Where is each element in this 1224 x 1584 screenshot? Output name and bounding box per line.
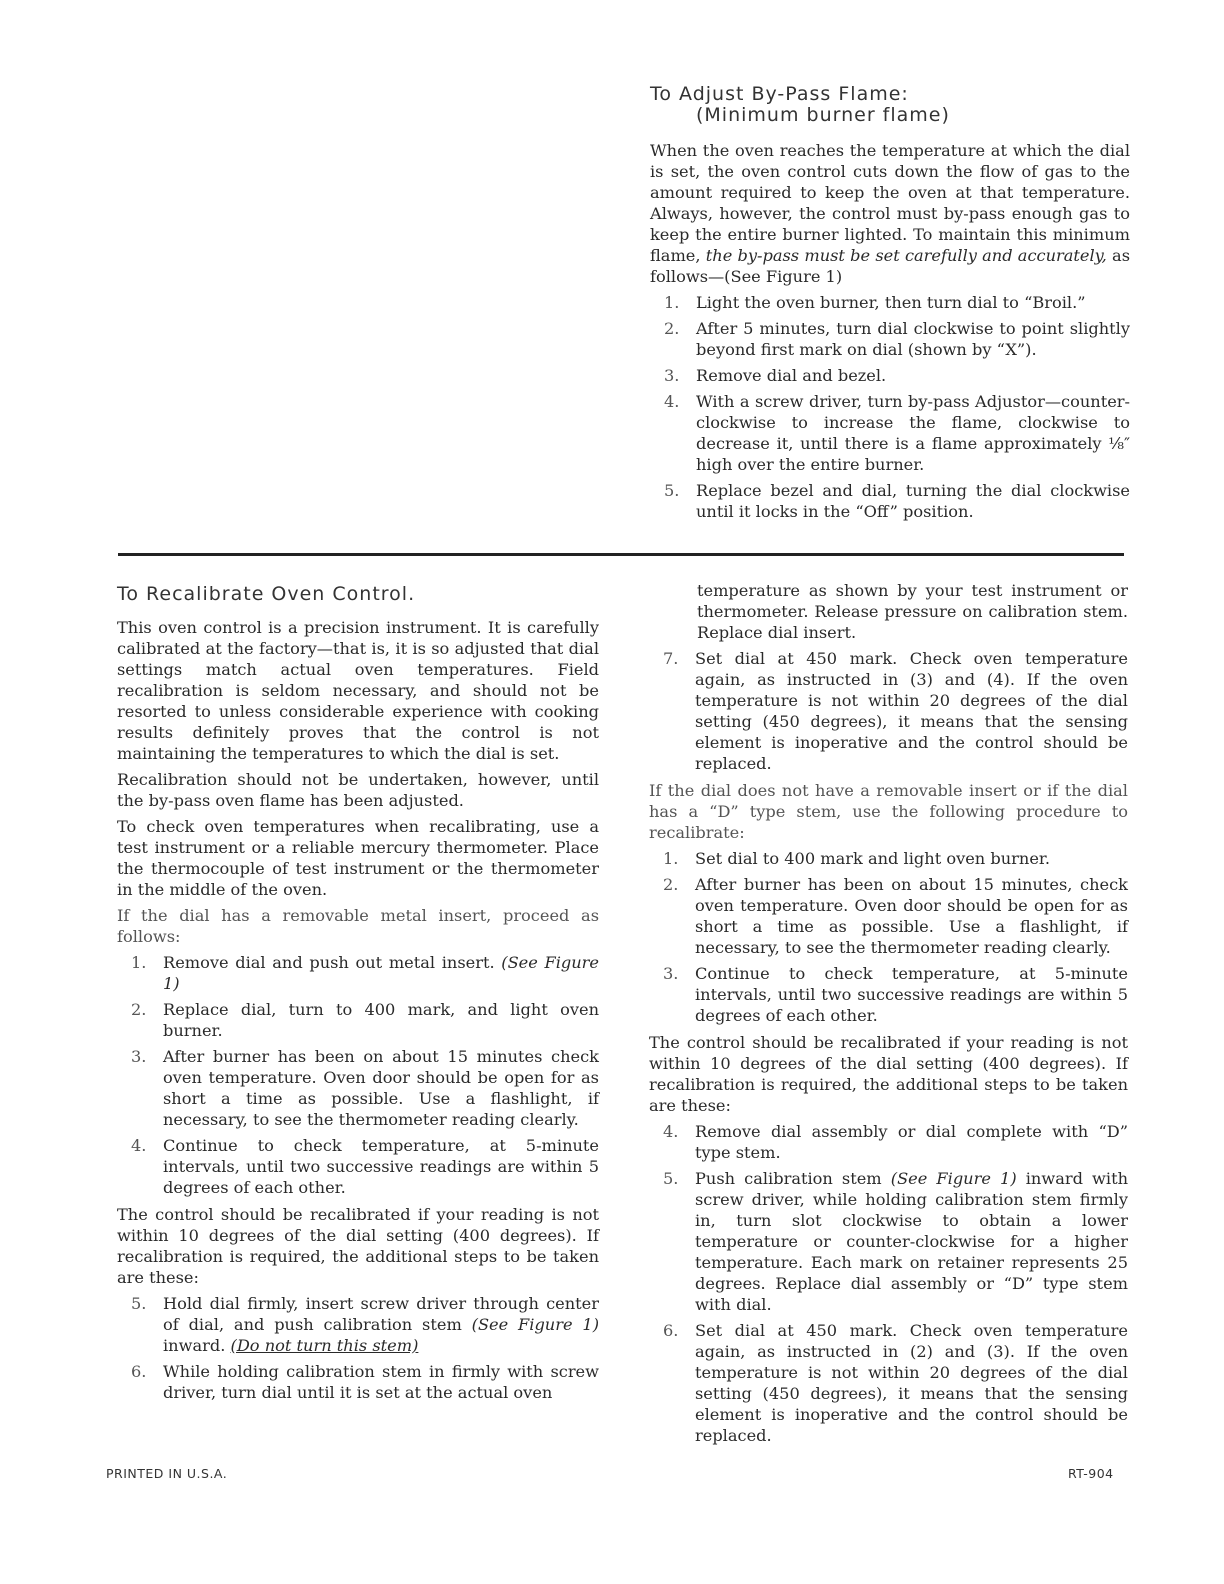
list-item: 2. After burner has been on about 15 minutes, check oven temperature. Oven door should be open for as short a time as possible. Use a flashlight, if necessary, to see the thermometer reading clearly. [663,875,1128,957]
list-item: 3. After burner has been on about 15 minutes check oven temperature. Oven door should be open for as short a time as possible. Use a flashlight, if necessary, to see the thermometer reading clearly. [131,1047,599,1129]
metal-insert-steps-2 [117,1293,599,1403]
bypass-subheading: (Minimum burner flame) [696,104,950,126]
list-item: 5. Replace bezel and dial, turning the dial clockwise until it locks in the “Off” position. [664,481,1130,521]
d-stem-conclusion: The control should be recalibrated if your reading is not within 10 degrees of the dial setting (400 degrees). If recalibration is required, the additional steps to be taken are these: [649,1033,1128,1115]
list-item: 5. Hold dial firmly, insert screw driver through center of dial, and push calibration stem (See Figure 1) inward. (Do not turn this stem) [131,1294,600,1355]
list-item: 6. Set dial at 450 mark. Check oven temperature again, as instructed in (2) and (3). If the oven temperature is not within 20 degrees of the dial setting (450 degrees), it means that the sensing element is inoperative and the control should be replaced. [663,1321,1128,1445]
list-item: 7. Set dial at 450 mark. Check oven temperature again, as instructed in (3) and (4). If the oven temperature is not within 20 degrees of the dial setting (450 degrees), it means that the sensing element is inoperative and the control should be replaced. [663,649,1128,773]
section-divider [118,553,1124,556]
metal-insert-step-7 [649,648,1128,774]
list-item: 4. With a screw driver, turn by-pass Adjustor—counter-clockwise to increase the flame, clockwise to decrease it, until there is a flame approximately ⅛″ high over the entire burner. [664,392,1130,474]
list-item: 2. Replace dial, turn to 400 mark, and light oven burner. [131,1000,599,1040]
bypass-intro: When the oven reaches the temperature at which the dial is set, the oven control cuts down the flow of gas to the amount required to keep the oven at that temperature. Always, however, the control must by-pass enough gas to keep the entire burner lighted. To maintain this minimum flame, the by-pass must be set carefully and accurately, as follows—(See Figure 1) [650,141,1131,286]
bypass-section [650,84,1130,528]
list-item: 1. Set dial to 400 mark and light oven burner. [663,849,1051,868]
list-item: 1. Light the oven burner, then turn dial to “Broil.” [664,293,1086,312]
recal-para-1: This oven control is a precision instrument. It is carefully calibrated at the factory—that is, it is so adjusted that dial settings match actual oven temperatures. Field recalibration is seldom necessary, and should not be resorted to unless considerable experience with cooking results definitely proves that the control is not maintaining the temperatures to which the dial is set. [117,618,599,763]
d-stem-steps [649,848,1128,1026]
d-stem-intro: If the dial does not have a removable insert or if the dial has a “D” type stem, use the following procedure to recalibrate: [649,781,1128,842]
list-item: 3. Continue to check temperature, at 5-minute intervals, until two successive readings are within 5 degrees of each other. [663,964,1128,1025]
d-stem-steps-2 [649,1121,1128,1446]
list-item: 4. Continue to check temperature, at 5-minute intervals, until two successive readings are within 5 degrees of each other. [131,1136,599,1197]
list-item: 6. While holding calibration stem in firmly with screw driver, turn dial until it is set at the actual oven [131,1362,599,1402]
list-item: 2. After 5 minutes, turn dial clockwise to point slightly beyond first mark on dial (shown by “X”). [664,319,1130,359]
list-item: 1. Remove dial and push out metal insert. (See Figure 1) [131,953,599,993]
metal-insert-intro: If the dial has a removable metal insert, proceed as follows: [117,906,599,946]
recalibrate-right-column [649,580,1128,1452]
recalibrate-left-column [117,584,599,1409]
metal-conclusion: The control should be recalibrated if your reading is not within 10 degrees of the dial setting (400 degrees). If recalibration is required, the additional steps to be taken are these: [117,1205,599,1287]
bypass-steps [650,292,1130,522]
footer-code: RT-904 [1068,1466,1114,1481]
list-item: 4. Remove dial assembly or dial complete with “D” type stem. [663,1122,1128,1162]
recal-para-3: To check oven temperatures when recalibrating, use a test instrument or a reliable mercury thermometer. Place the thermocouple of test instrument or the thermometer in the middle of the oven. [117,817,599,899]
footer-printed: PRINTED IN U.S.A. [106,1466,228,1481]
recal-para-2: Recalibration should not be undertaken, however, until the by-pass oven flame has been adjusted. [117,770,599,810]
step6-continuation: temperature as shown by your test instrument or thermometer. Release pressure on calibration stem. Replace dial insert. [697,581,1128,642]
list-item: 3. Remove dial and bezel. [664,366,887,385]
bypass-heading: To Adjust By-Pass Flame: [650,83,909,105]
metal-insert-steps [117,952,599,1198]
list-item: 5. Push calibration stem (See Figure 1) inward with screw driver, while holding calibration stem firmly in, turn slot clockwise to obtain a lower temperature or counter-clockwise for a higher temperature. Each mark on retainer represents 25 degrees. Replace dial assembly or “D” type stem with dial. [663,1169,1129,1314]
recalibrate-heading: To Recalibrate Oven Control. [117,583,416,605]
